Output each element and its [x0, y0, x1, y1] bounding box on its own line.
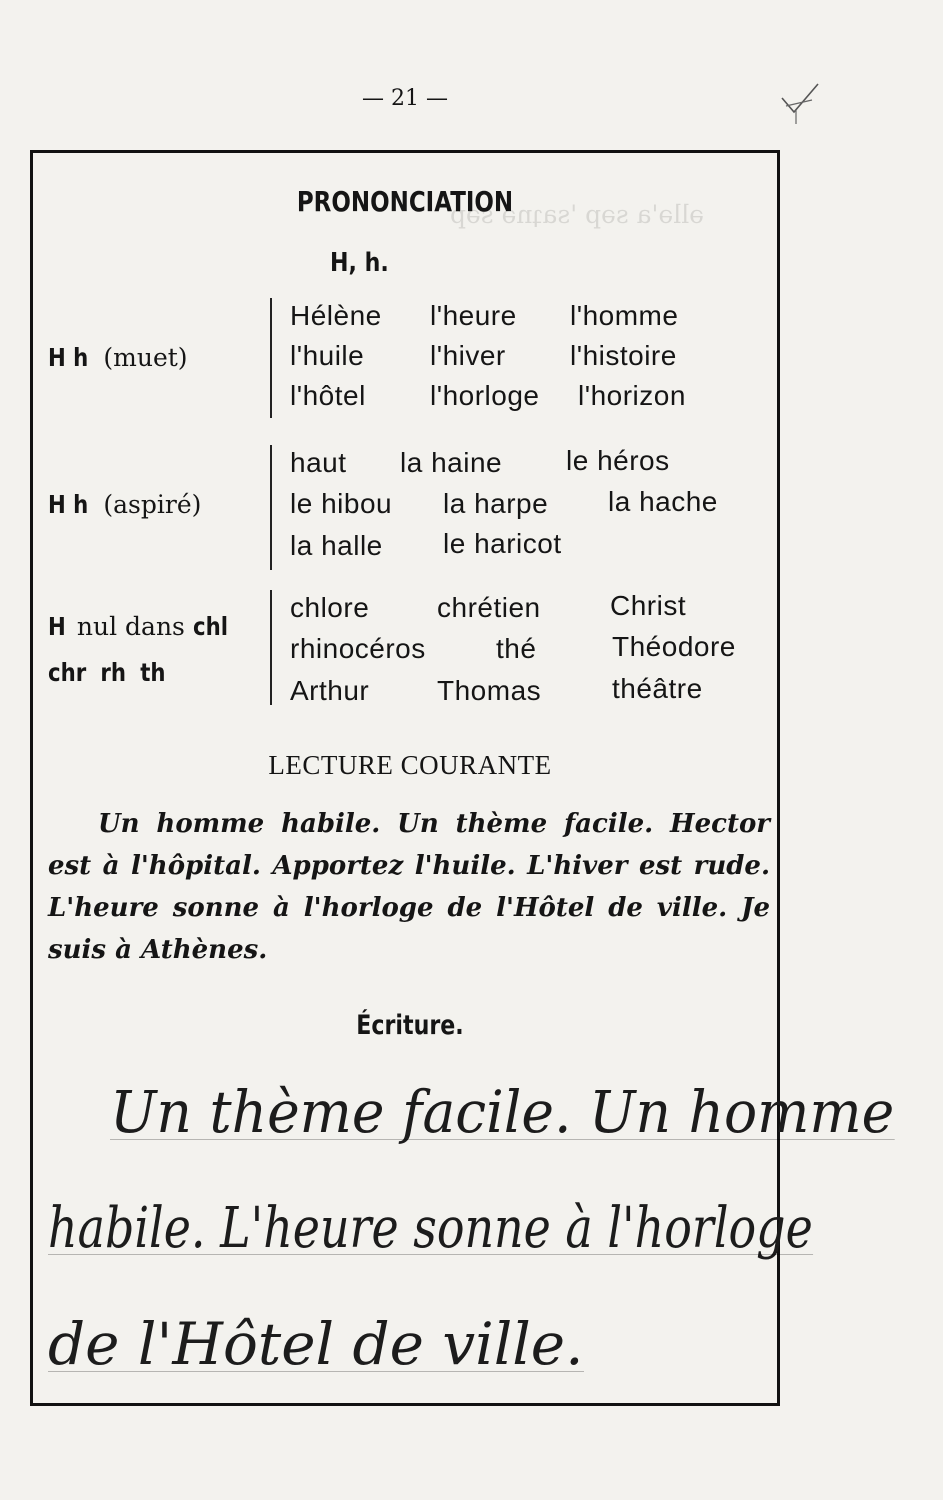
word: thé: [496, 633, 537, 664]
group-label-muet: H h (muet): [48, 343, 188, 372]
word: l'homme: [570, 300, 679, 331]
column-divider: [270, 445, 272, 570]
reading-passage: Un homme habile. Un thème facile. Hector est à l'hôpital. Apportez l'huile. L'hiver est rude. L'heure sonne à l'horloge de l'Hôtel de ville. Je suis à Athènes.: [48, 809, 770, 965]
word: chrétien: [437, 592, 541, 623]
word: l'horloge: [430, 380, 540, 411]
pencil-check-mark-icon: [778, 78, 828, 128]
word: l'heure: [430, 300, 517, 331]
word: l'hôtel: [290, 380, 366, 411]
column-divider: [270, 298, 272, 418]
word: l'huile: [290, 340, 365, 371]
word: la hache: [608, 486, 718, 517]
handwriting-line: habile. L'heure sonne à l'horloge: [48, 1196, 813, 1261]
word: Hélène: [290, 300, 382, 331]
ecriture-title: Écriture.: [356, 1010, 464, 1041]
handwriting-line: de l'Hôtel de ville.: [48, 1310, 584, 1378]
word: Thomas: [437, 675, 542, 706]
word: rhinocéros: [290, 633, 426, 664]
word: Arthur: [290, 675, 370, 706]
page-number: — 21 —: [362, 86, 448, 111]
handwriting-line: Un thème facile. Un homme: [110, 1078, 895, 1146]
word: chlore: [290, 592, 370, 623]
word: la haine: [400, 447, 503, 478]
word: le haricot: [443, 528, 562, 559]
word: la halle: [290, 530, 383, 561]
pronunciation-title: PRONONCIATION: [296, 185, 514, 218]
group-label-nul: H nul dans chl: [48, 612, 228, 641]
word: théâtre: [612, 673, 703, 704]
word: l'hiver: [430, 340, 506, 371]
pronunciation-letters: H, h.: [330, 248, 389, 278]
word: le hibou: [290, 488, 393, 519]
word: la harpe: [443, 488, 549, 519]
word: l'histoire: [570, 340, 677, 371]
group-label-nul-line2: chr rh th: [48, 658, 166, 687]
lecture-title: LECTURE COURANTE: [268, 750, 552, 780]
word: l'horizon: [578, 380, 686, 411]
show-through-text: ǝllǝ'a sǝp 'saʇnǝ sǝp: [450, 200, 705, 229]
column-divider: [270, 590, 272, 705]
word: le héros: [566, 445, 670, 476]
group-label-aspire: H h (aspiré): [48, 490, 202, 519]
word: haut: [290, 447, 347, 478]
word: Théodore: [612, 631, 736, 662]
word: Christ: [610, 590, 687, 621]
